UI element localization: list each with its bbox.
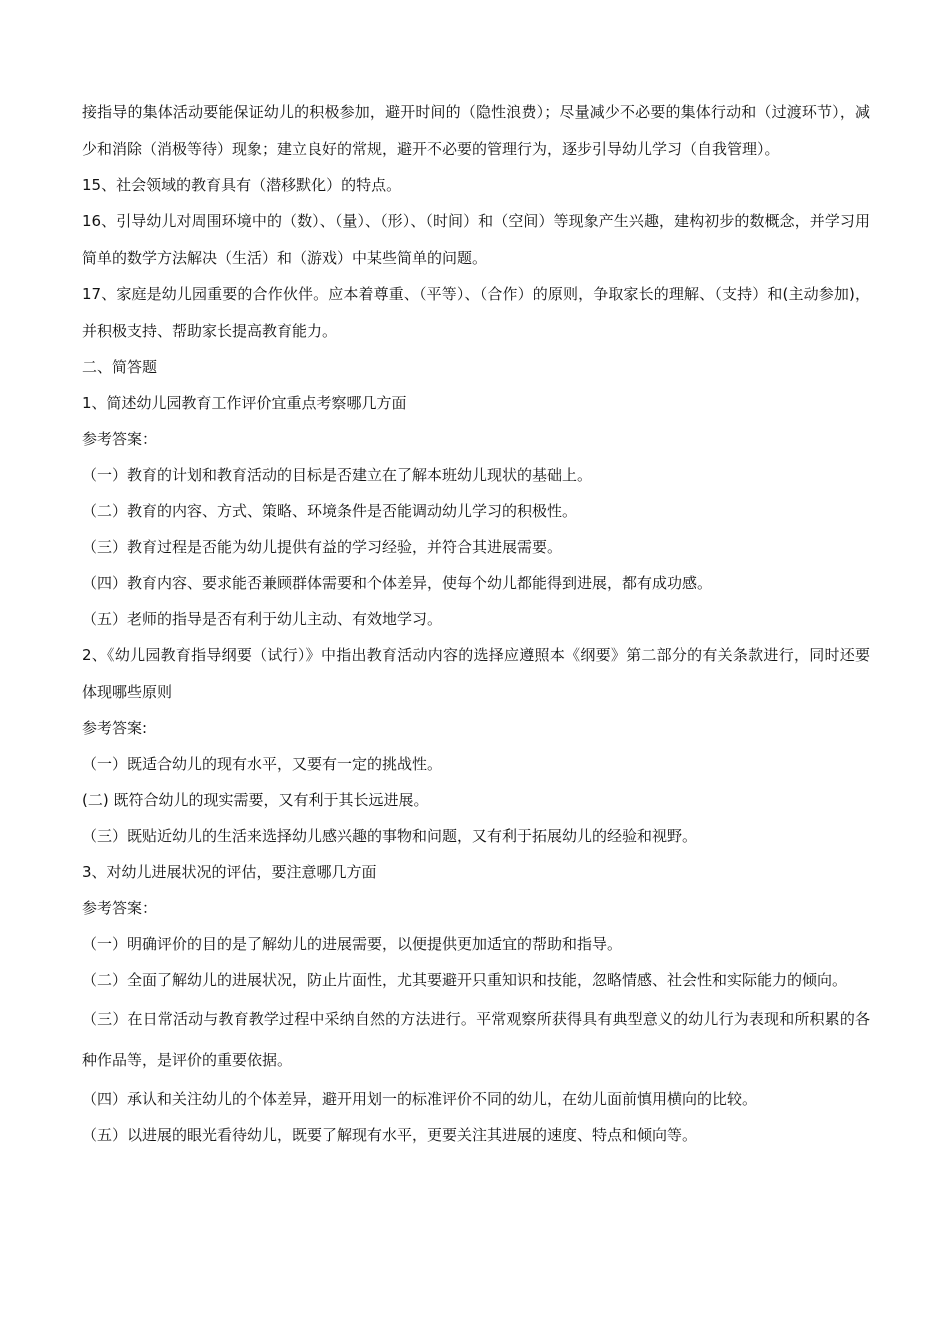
answer-1-3: （三）教育过程是否能为幼儿提供有益的学习经验，并符合其进展需要。 bbox=[82, 538, 563, 556]
answer-3-3: （三）在日常活动与教育教学过程中采纳自然的方法进行。平常观察所获得具有典型意义的幼儿行为表现和所积累的各种作品等，是评价的重要依据。 bbox=[82, 1009, 870, 1069]
question-1: 1、简述幼儿园教育工作评价宜重点考察哪几方面 bbox=[82, 394, 407, 412]
paragraph-16: 16、引导幼儿对周围环境中的（数）、（量）、（形）、（时间）和（空间）等现象产生兴趣，建构初步的数概念，并学习用简单的数学方法解决（生活）和（游戏）中某些简单的问题。 bbox=[82, 212, 870, 267]
paragraph-14-continued: 接指导的集体活动要能保证幼儿的积极参加，避开时间的（隐性浪费）；尽量减少不必要的集体行动和（过渡环节），减少和消除（消极等待）现象；建立良好的常规，避开不必要的管理行为，逐步引导幼儿学习（自我管理）。 bbox=[82, 103, 870, 158]
paragraph-15: 15、社会领域的教育具有（潜移默化）的特点。 bbox=[82, 176, 402, 194]
section-heading: 二、简答题 bbox=[82, 358, 158, 376]
question-2: 2、《幼儿园教育指导纲要（试行）》中指出教育活动内容的选择应遵照本《纲要》第二部分的有关条款进行，同时还要体现哪些原则 bbox=[82, 646, 870, 701]
answer-2-1: （一）既适合幼儿的现有水平，又要有一定的挑战性。 bbox=[82, 755, 443, 773]
answer-2-3: （三）既贴近幼儿的生活来选择幼儿感兴趣的事物和问题，又有利于拓展幼儿的经验和视野。 bbox=[82, 827, 698, 845]
answer-2-2: (二) 既符合幼儿的现实需要，又有利于其长远进展。 bbox=[82, 791, 429, 809]
reference-answer-label-3: 参考答案： bbox=[82, 899, 158, 917]
answer-1-5: （五）老师的指导是否有利于幼儿主动、有效地学习。 bbox=[82, 610, 443, 628]
question-3: 3、对幼儿进展状况的评估，要注意哪几方面 bbox=[82, 863, 377, 881]
answer-3-2: （二）全面了解幼儿的进展状况，防止片面性，尤其要避开只重知识和技能，忽略情感、社会性和实际能力的倾向。 bbox=[82, 971, 848, 989]
answer-1-1: （一）教育的计划和教育活动的目标是否建立在了解本班幼儿现状的基础上。 bbox=[82, 466, 593, 484]
answer-3-4: （四）承认和关注幼儿的个体差异，避开用划一的标准评价不同的幼儿，在幼儿面前慎用横向的比较。 bbox=[82, 1089, 758, 1108]
paragraph-17: 17、家庭是幼儿园重要的合作伙伴。应本着尊重、（平等）、（合作）的原则，争取家长的理解、（支持）和(主动参加)，并积极支持、帮助家长提高教育能力。 bbox=[82, 285, 870, 340]
answer-1-2: （二）教育的内容、方式、策略、环境条件是否能调动幼儿学习的积极性。 bbox=[82, 502, 578, 520]
answer-1-4: （四）教育内容、要求能否兼顾群体需要和个体差异，使每个幼儿都能得到进展，都有成功感。 bbox=[82, 574, 713, 592]
document-page bbox=[82, 94, 870, 1153]
answer-3-5: （五）以进展的眼光看待幼儿，既要了解现有水平，更要关注其进展的速度、特点和倾向等。 bbox=[82, 1125, 698, 1144]
answer-3-1: （一）明确评价的目的是了解幼儿的进展需要，以便提供更加适宜的帮助和指导。 bbox=[82, 935, 623, 953]
reference-answer-label-2: 参考答案: bbox=[82, 719, 148, 737]
reference-answer-label-1: 参考答案： bbox=[82, 430, 158, 448]
